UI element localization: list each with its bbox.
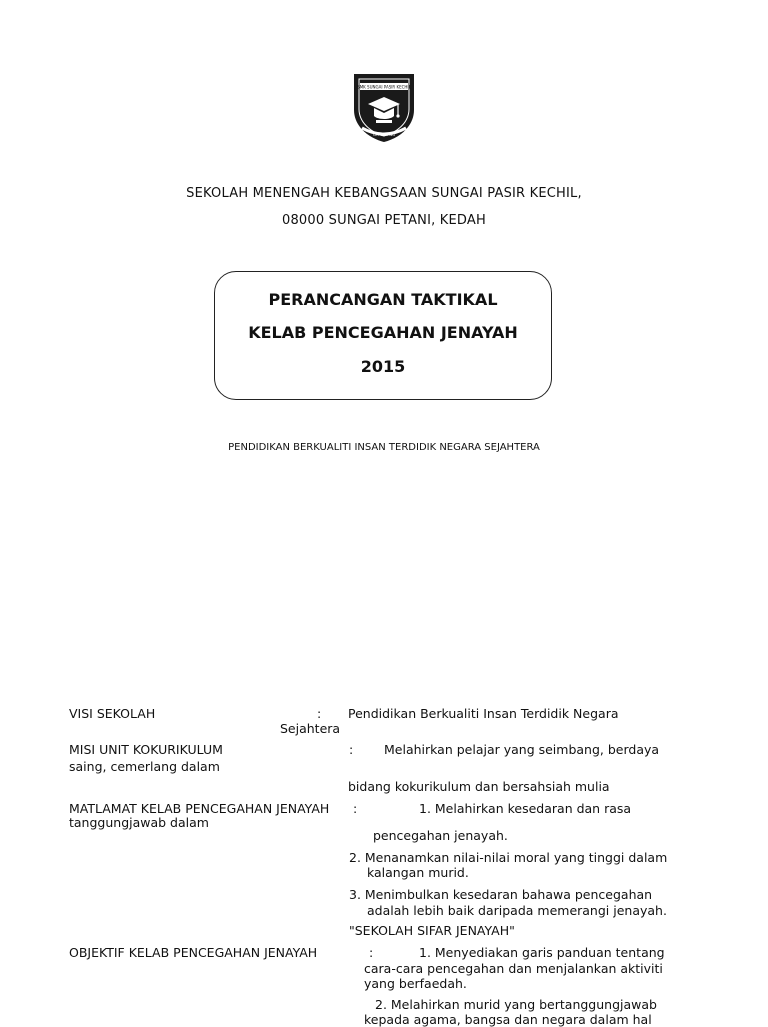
- svg-text:CEMERLANG: CEMERLANG: [372, 133, 396, 137]
- matlamat-label: MATLAMAT KELAB PENCEGAHAN JENAYAH: [69, 801, 330, 816]
- title-year: 2015: [360, 357, 406, 376]
- objektif-item-2-line-2: kepada agama, bangsa dan negara dalam hal: [364, 1012, 652, 1027]
- matlamat-item-3-line-2: adalah lebih baik daripada memerangi jenayah.: [367, 903, 667, 918]
- objektif-item-2-line-1: 2. Melahirkan murid yang bertanggungjawab: [375, 997, 657, 1012]
- visi-label: VISI SEKOLAH: [69, 706, 156, 721]
- matlamat-label-line-2: tanggungjawab dalam: [69, 815, 209, 830]
- visi-text-line-1: Pendidikan Berkualiti Insan Terdidik Negara: [348, 706, 619, 721]
- objektif-item-1-line-1: 1. Menyediakan garis panduan tentang: [419, 945, 665, 960]
- title-box: [214, 271, 552, 400]
- misi-text-line-1: Melahirkan pelajar yang seimbang, berdaya: [384, 742, 660, 757]
- matlamat-item-3-line-1: 3. Menimbulkan kesedaran bahawa pencegahan: [349, 887, 653, 902]
- misi-label: MISI UNIT KOKURIKULUM: [69, 742, 223, 757]
- matlamat-item-1-line-2: pencegahan jenayah.: [373, 828, 508, 843]
- svg-text:SMK SUNGAI PASIR KECHIL: SMK SUNGAI PASIR KECHIL: [357, 84, 411, 90]
- school-address: 08000 SUNGAI PETANI, KEDAH: [281, 213, 486, 228]
- objektif-label: OBJEKTIF KELAB PENCEGAHAN JENAYAH: [69, 945, 318, 960]
- matlamat-item-1-line-1: 1. Melahirkan kesedaran dan rasa: [419, 801, 632, 816]
- matlamat-item-2-line-2: kalangan murid.: [367, 865, 469, 880]
- objektif-colon: :: [369, 945, 374, 960]
- visi-colon: :: [317, 706, 322, 721]
- matlamat-item-2-line-1: 2. Menanamkan nilai-nilai moral yang tinggi dalam: [349, 850, 668, 865]
- visi-text-line-2: Sejahtera: [280, 721, 341, 736]
- objektif-item-1-line-2: cara-cara pencegahan dan menjalankan aktiviti: [364, 961, 663, 976]
- school-name: SEKOLAH MENENGAH KEBANGSAAN SUNGAI PASIR KECHIL,: [186, 186, 582, 201]
- school-motto: PENDIDIKAN BERKUALITI INSAN TERDIDIK NEGARA SEJAHTERA: [228, 442, 540, 453]
- matlamat-slogan: "SEKOLAH SIFAR JENAYAH": [349, 923, 515, 938]
- misi-text-line-3: bidang kokurikulum dan bersahsiah mulia: [348, 779, 610, 794]
- title-line-2: KELAB PENCEGAHAN JENAYAH: [248, 323, 518, 342]
- objektif-item-1-line-3: yang berfaedah.: [364, 976, 467, 991]
- matlamat-colon: :: [353, 801, 358, 816]
- misi-text-line-2: saing, cemerlang dalam: [69, 759, 220, 774]
- misi-colon: :: [349, 742, 354, 757]
- school-crest-logo: [348, 70, 420, 144]
- title-line-1: PERANCANGAN TAKTIKAL: [268, 290, 498, 309]
